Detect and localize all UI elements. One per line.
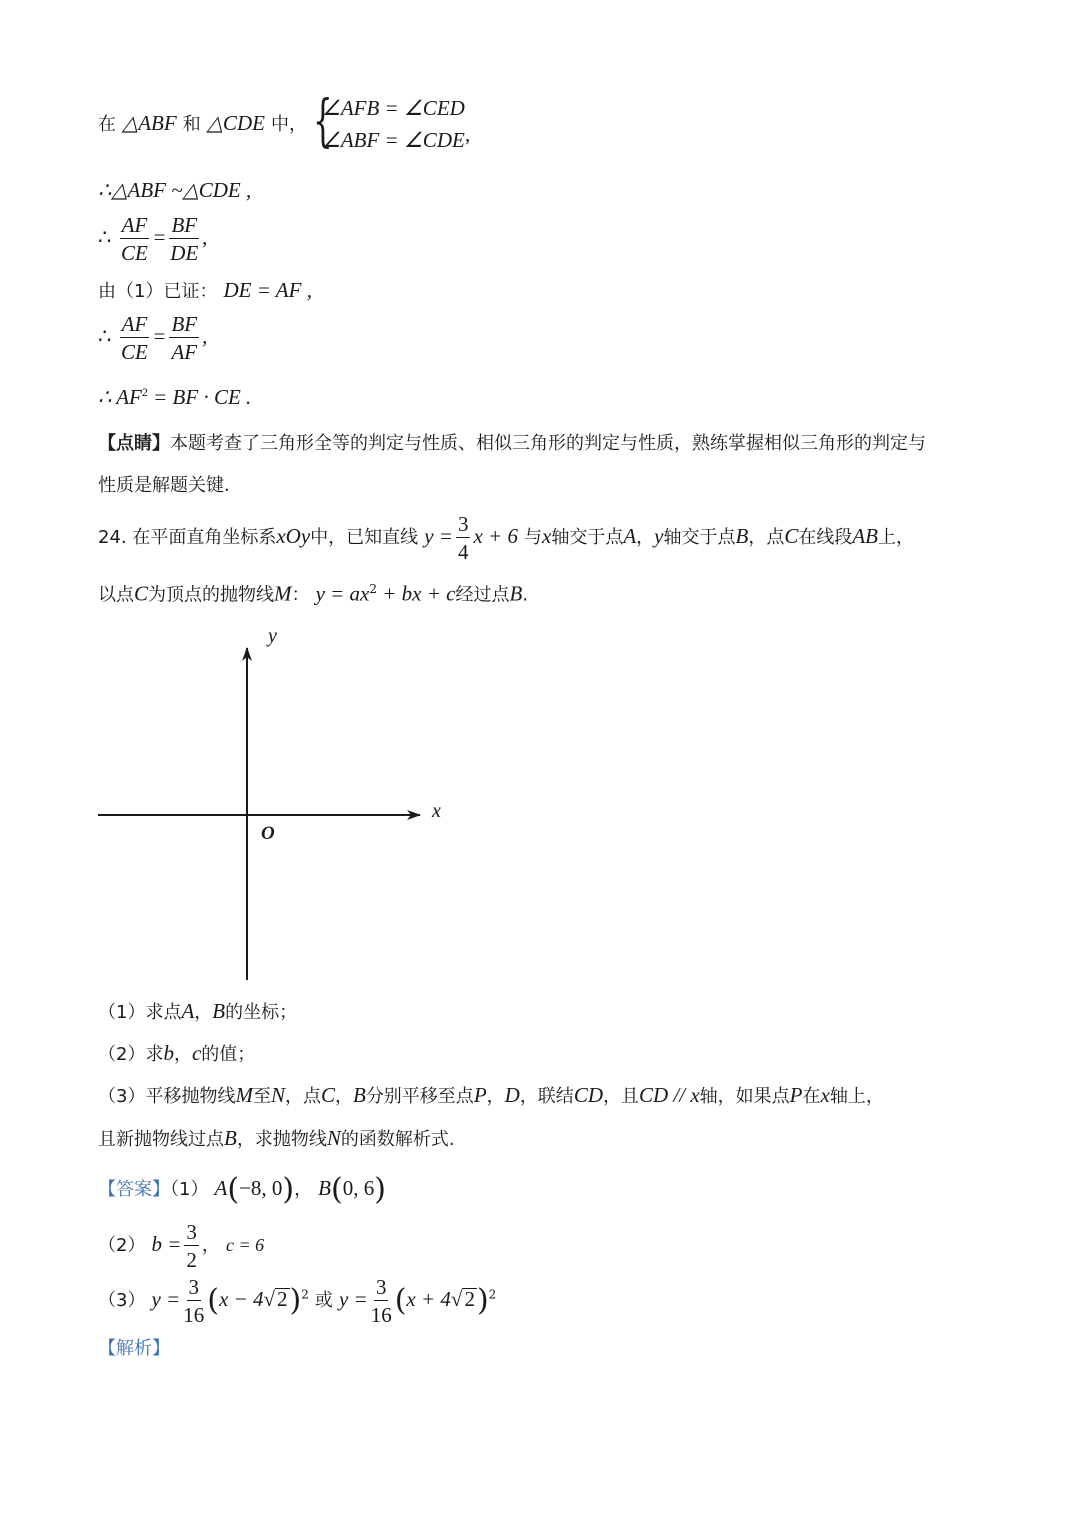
comment-line-2: 性质是解题关键. — [98, 475, 230, 496]
fraction: $\frac{3}{16}$ — [370, 1275, 392, 1328]
fraction: $\frac{BF}{AF}$ — [171, 312, 198, 365]
analysis-tag: 【解析】 — [98, 1338, 170, 1359]
subquestion-1: （1）求点A，B的坐标； — [98, 999, 298, 1023]
proof-line-6: ∴ $AF^2$ = BF · CE . — [98, 385, 252, 409]
subquestion-3-cont: 且新抛物线过点B，求抛物线N的函数解析式. — [98, 1126, 455, 1150]
proof-line-1: 在 △ABF 和 △CDE 中， — [98, 111, 307, 135]
system-end: , — [465, 122, 471, 146]
question-24-line-2: 以点C为顶点的抛物线M： $y = ax^2$ + bx + c经过点B. — [98, 581, 529, 606]
subquestion-3: （3）平移抛物线M至N，点C，B分别平移至点P，D，联结CD，且CD // x轴，如果点P在x轴上， — [98, 1083, 884, 1107]
fraction: $\frac{BF}{DE}$ — [170, 213, 199, 266]
x-axis-label: x — [432, 800, 441, 822]
fraction: $\frac{3}{16}$ — [183, 1275, 205, 1328]
comment-line-1: 【点睛】本题考查了三角形全等的判定与性质、相似三角形的判定与性质，熟练掌握相似三角形的判定与 — [98, 433, 926, 454]
proof-line-4: 由（1）已证： DE = AF , — [98, 278, 312, 302]
answer-line-3: （3） y = $\frac{3}{16}$ $(x - 4√2)^2$ 或 y = $\frac{3}{16}$ $(x + 4√2)^2$ — [98, 1275, 497, 1328]
fraction: $\frac{AF}{CE}$ — [121, 312, 148, 365]
proof-line-5: ∴ $\frac{AF}{CE}$ = $\frac{BF}{AF}$ , — [98, 312, 208, 365]
system-eq-2: ∠ABF = ∠CDE — [322, 128, 465, 152]
subquestion-2: （2）求b，c的值； — [98, 1041, 256, 1065]
fraction: $\frac{AF}{CE}$ — [121, 213, 148, 266]
system-brace: { — [313, 89, 333, 154]
y-axis-label: y — [268, 625, 277, 647]
fraction: $\frac{3}{2}$ — [186, 1220, 197, 1273]
question-24-line-1: 24. 在平面直角坐标系xOy中，已知直线 y = $\frac{3}{4}$ x + 6 与x轴交于点A，y轴交于点B，点C在线段AB上， — [98, 512, 914, 565]
system-eq-1: ∠AFB = ∠CED — [322, 96, 465, 120]
fraction: $\frac{3}{4}$ — [457, 512, 469, 565]
origin-label: O — [261, 823, 275, 844]
answer-line-1: 【答案】（1） A(−8, 0)， B(0, 6) — [98, 1172, 386, 1207]
answer-line-2: （2） b = $\frac{3}{2}$ ， c = 6 — [98, 1220, 265, 1273]
proof-line-3: ∴ $\frac{AF}{CE}$ = $\frac{BF}{DE}$ , — [98, 213, 208, 266]
proof-line-2: ∴△ABF ~△CDE , — [98, 178, 252, 202]
